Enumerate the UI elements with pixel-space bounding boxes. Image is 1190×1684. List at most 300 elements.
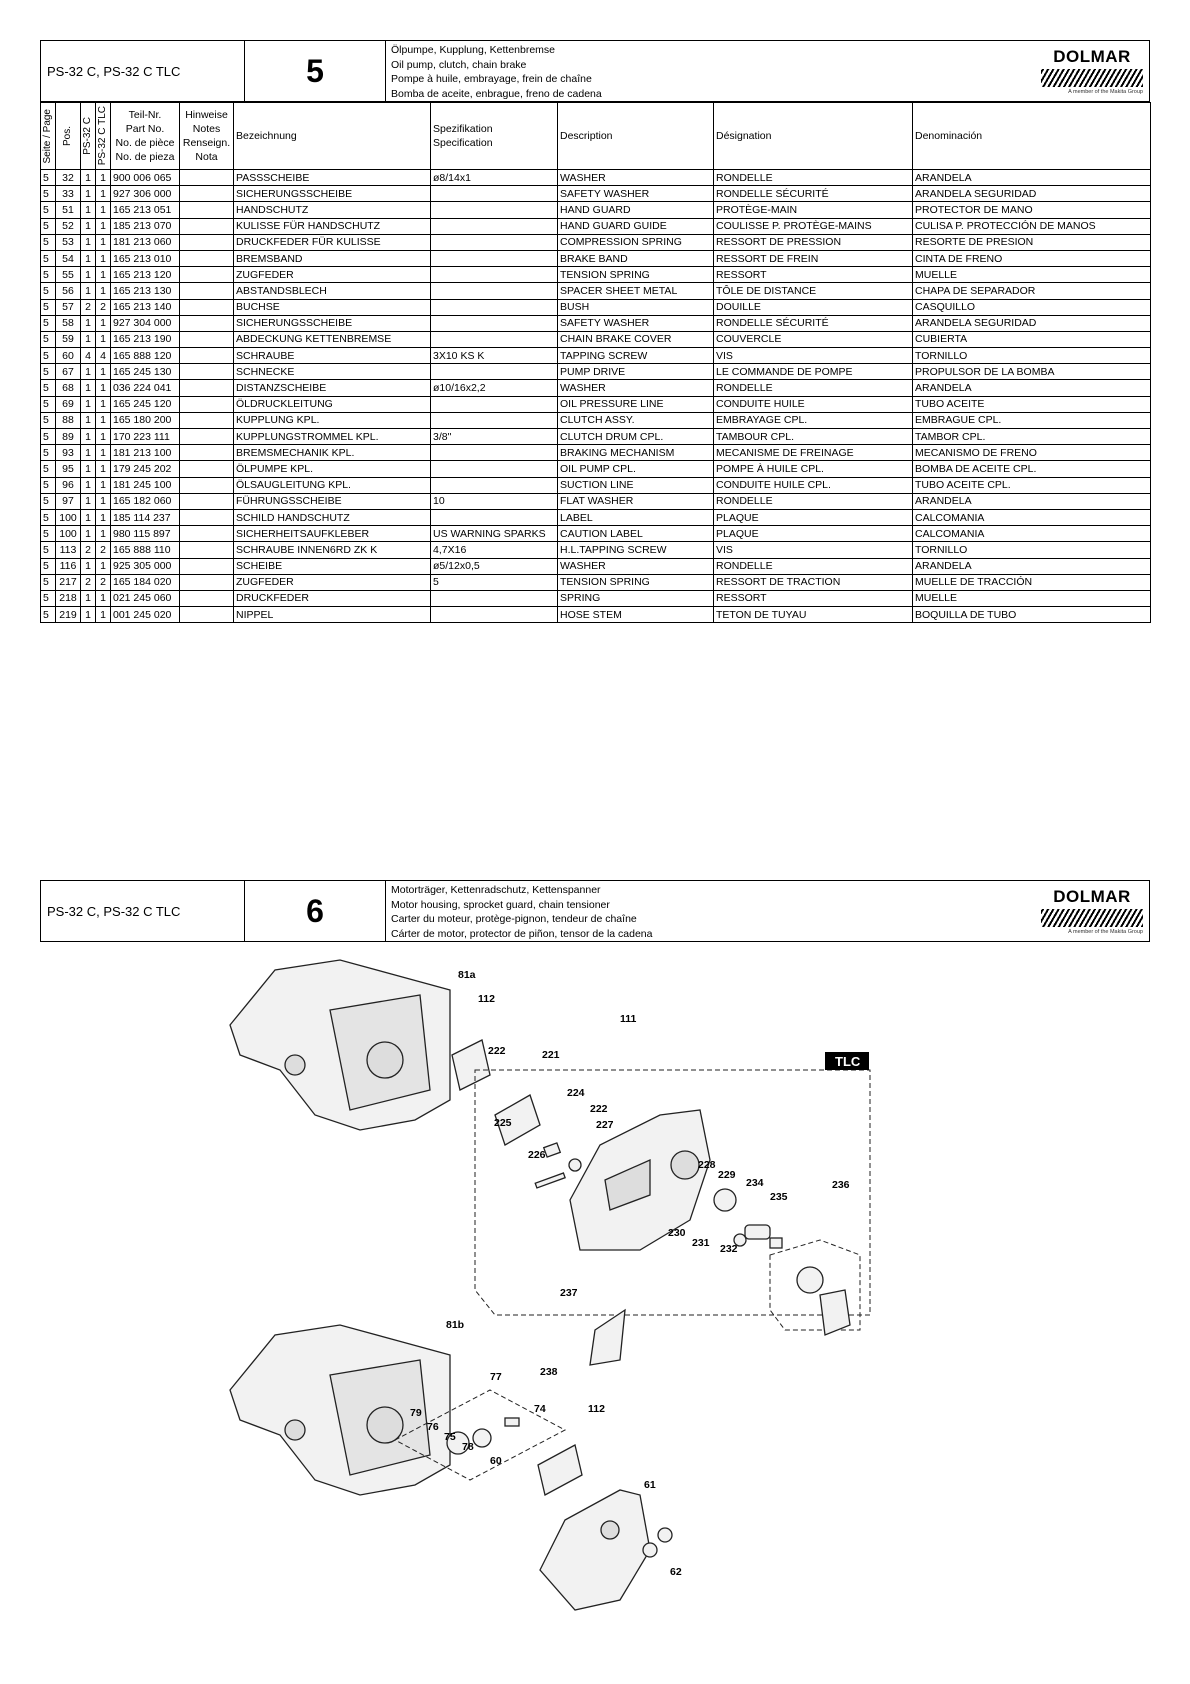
table-row (41, 574, 1151, 590)
title-es: Cárter de motor, protector de piñon, tensor de la cadena (391, 927, 653, 940)
callout-229: 229 (718, 1169, 736, 1181)
table-cell (431, 590, 558, 606)
callout-230: 230 (668, 1227, 686, 1239)
table-cell: 001 245 020 (111, 607, 180, 623)
table-row (41, 186, 1151, 202)
table-cell (431, 412, 558, 428)
table-cell: 927 306 000 (111, 186, 180, 202)
table-cell (431, 315, 558, 331)
label-237-icon (590, 1310, 625, 1365)
table-cell: 1 (96, 380, 111, 396)
table-cell: PROPULSOR DE LA BOMBA (913, 364, 1151, 380)
table-cell: 116 (56, 558, 81, 574)
table-cell (180, 461, 234, 477)
table-cell: CALCOMANIA (913, 526, 1151, 542)
parts-table-body (41, 170, 1151, 623)
table-cell: 56 (56, 283, 81, 299)
section-number: 6 (245, 881, 386, 941)
guard-plate-112b-icon (538, 1445, 582, 1495)
table-cell (431, 186, 558, 202)
table-cell: TUBO ACEITE CPL. (913, 477, 1151, 493)
table-cell: 5 (41, 202, 56, 218)
table-cell: 4,7X16 (431, 542, 558, 558)
table-cell: DISTANZSCHEIBE (234, 380, 431, 396)
table-cell: 97 (56, 493, 81, 509)
logo-stripes-icon (1041, 69, 1143, 87)
table-cell: FÜHRUNGSSCHEIBE (234, 493, 431, 509)
table-cell: 1 (81, 590, 96, 606)
table-row (41, 526, 1151, 542)
table-cell (180, 558, 234, 574)
table-cell: 165 888 120 (111, 348, 180, 364)
table-cell: 3X10 KS K (431, 348, 558, 364)
table-cell: 5 (41, 364, 56, 380)
table-cell: OIL PRESSURE LINE (558, 396, 714, 412)
table-cell: US WARNING SPARKS (431, 526, 558, 542)
table-cell: RONDELLE (714, 558, 913, 574)
table-cell: FLAT WASHER (558, 493, 714, 509)
table-cell: 1 (96, 558, 111, 574)
table-cell: KUPPLUNG KPL. (234, 412, 431, 428)
table-cell: 1 (96, 429, 111, 445)
table-cell: CLUTCH ASSY. (558, 412, 714, 428)
table-cell: BRAKING MECHANISM (558, 445, 714, 461)
col-spec: Spezifikation Specification (431, 103, 558, 170)
table-cell: 5 (41, 380, 56, 396)
table-cell: 5 (431, 574, 558, 590)
table-cell: 219 (56, 607, 81, 623)
table-cell: TAPPING SCREW (558, 348, 714, 364)
table-cell: CASQUILLO (913, 299, 1151, 315)
table-cell: COUVERCLE (714, 331, 913, 347)
table-cell: 5 (41, 331, 56, 347)
col-description: Description (558, 103, 714, 170)
table-cell (431, 509, 558, 525)
table-cell: 5 (41, 445, 56, 461)
table-cell: SAFETY WASHER (558, 186, 714, 202)
callout-79: 79 (410, 1407, 422, 1419)
table-cell: 5 (41, 590, 56, 606)
table-cell: 5 (41, 299, 56, 315)
table-cell: 3/8" (431, 429, 558, 445)
table-cell: 5 (41, 234, 56, 250)
callout-112: 112 (478, 993, 495, 1005)
table-cell (431, 283, 558, 299)
table-cell: SICHERUNGSSCHEIBE (234, 315, 431, 331)
model-name: PS-32 C, PS-32 C TLC (41, 41, 245, 101)
callout-60: 60 (490, 1455, 502, 1467)
table-cell: OIL PUMP CPL. (558, 461, 714, 477)
table-cell: 5 (41, 315, 56, 331)
table-cell: SCHRAUBE INNEN6RD ZK K (234, 542, 431, 558)
table-cell: RESSORT DE PRESSION (714, 234, 913, 250)
table-cell (431, 331, 558, 347)
table-cell: 5 (41, 558, 56, 574)
table-row (41, 445, 1151, 461)
table-cell: 33 (56, 186, 81, 202)
table-row (41, 590, 1151, 606)
table-cell (180, 477, 234, 493)
table-row (41, 396, 1151, 412)
table-cell: RESSORT DE TRACTION (714, 574, 913, 590)
table-cell: 1 (96, 283, 111, 299)
table-cell (180, 267, 234, 283)
table-cell: HOSE STEM (558, 607, 714, 623)
table-cell: 925 305 000 (111, 558, 180, 574)
table-cell: WASHER (558, 558, 714, 574)
table-cell: RESORTE DE PRESION (913, 234, 1151, 250)
table-cell: 1 (96, 186, 111, 202)
callout-236: 236 (832, 1179, 850, 1191)
table-cell: SCHILD HANDSCHUTZ (234, 509, 431, 525)
table-cell (431, 218, 558, 234)
table-cell (431, 234, 558, 250)
table-cell: 165 213 010 (111, 250, 180, 266)
table-cell: CHAPA DE SEPARADOR (913, 283, 1151, 299)
table-cell (180, 331, 234, 347)
callout-222: 222 (590, 1103, 608, 1115)
callout-224: 224 (567, 1087, 585, 1099)
dolmar-logo (1041, 47, 1143, 95)
table-cell: 181 245 100 (111, 477, 180, 493)
table-header-row (41, 103, 1151, 170)
callout-75: 75 (444, 1431, 456, 1443)
table-cell: 113 (56, 542, 81, 558)
title-fr: Carter du moteur, protège-pignon, tendeur de chaîne (391, 913, 637, 925)
table-cell: 1 (96, 234, 111, 250)
table-cell (180, 396, 234, 412)
table-cell: CAUTION LABEL (558, 526, 714, 542)
table-cell (431, 250, 558, 266)
callout-225: 225 (494, 1117, 512, 1129)
table-cell: 1 (81, 250, 96, 266)
table-cell: 68 (56, 380, 81, 396)
table-cell: 165 213 120 (111, 267, 180, 283)
table-cell: 1 (96, 364, 111, 380)
table-cell: 181 213 100 (111, 445, 180, 461)
table-cell: 165 213 190 (111, 331, 180, 347)
table-cell: PLAQUE (714, 526, 913, 542)
table-cell: 58 (56, 315, 81, 331)
table-row (41, 299, 1151, 315)
table-cell: ÖLDRUCKLEITUNG (234, 396, 431, 412)
table-cell: 54 (56, 250, 81, 266)
table-cell: 165 182 060 (111, 493, 180, 509)
table-cell (431, 299, 558, 315)
title-de: Motorträger, Kettenradschutz, Kettenspanner (391, 884, 601, 896)
table-cell (180, 445, 234, 461)
table-cell: VIS (714, 542, 913, 558)
table-cell: 100 (56, 509, 81, 525)
table-cell: 5 (41, 429, 56, 445)
table-cell: BUCHSE (234, 299, 431, 315)
table-cell: COMPRESSION SPRING (558, 234, 714, 250)
table-cell (431, 267, 558, 283)
table-cell: RESSORT (714, 267, 913, 283)
table-cell: 165 213 051 (111, 202, 180, 218)
brand-name: DOLMAR (1053, 887, 1131, 906)
table-cell: 1 (81, 396, 96, 412)
table-cell: 165 213 140 (111, 299, 180, 315)
table-cell: 52 (56, 218, 81, 234)
table-cell: 2 (81, 299, 96, 315)
table-cell: 5 (41, 526, 56, 542)
table-cell: ø5/12x0,5 (431, 558, 558, 574)
table-cell: BRAKE BAND (558, 250, 714, 266)
table-cell: 1 (81, 234, 96, 250)
table-cell: 1 (96, 396, 111, 412)
table-cell: ABDECKUNG KETTENBREMSE (234, 331, 431, 347)
callout-228: 228 (698, 1159, 716, 1171)
table-cell: 1 (96, 331, 111, 347)
table-cell: ÖLSAUGLEITUNG KPL. (234, 477, 431, 493)
table-cell (180, 364, 234, 380)
table-cell: 55 (56, 267, 81, 283)
callout-227: 227 (596, 1119, 614, 1131)
table-cell (180, 412, 234, 428)
table-cell (180, 542, 234, 558)
table-cell: 5 (41, 250, 56, 266)
title-es: Bomba de aceite, enbrague, freno de cadena (391, 87, 602, 100)
table-cell (180, 186, 234, 202)
table-cell: 57 (56, 299, 81, 315)
table-row (41, 477, 1151, 493)
table-cell: 1 (81, 493, 96, 509)
table-cell: WASHER (558, 380, 714, 396)
table-cell: 218 (56, 590, 81, 606)
table-cell: PROTECTOR DE MANO (913, 202, 1151, 218)
callout-235: 235 (770, 1191, 788, 1203)
table-cell: SICHERHEITSAUFKLEBER (234, 526, 431, 542)
guard-plate-112-icon (452, 1040, 490, 1090)
table-cell (180, 170, 234, 186)
table-cell: CONDUITE HUILE (714, 396, 913, 412)
table-cell: TENSION SPRING (558, 574, 714, 590)
table-cell: 1 (81, 412, 96, 428)
sprocket-cover-61-icon (540, 1490, 650, 1610)
table-cell: 181 213 060 (111, 234, 180, 250)
table-cell: DOUILLE (714, 299, 913, 315)
table-cell (180, 493, 234, 509)
callout-237: 237 (560, 1287, 578, 1299)
table-cell (180, 299, 234, 315)
callout-78: 78 (462, 1441, 474, 1453)
table-cell: 1 (96, 315, 111, 331)
table-cell: 1 (96, 477, 111, 493)
table-cell: 1 (81, 380, 96, 396)
table-cell: 2 (96, 542, 111, 558)
table-cell: 1 (81, 202, 96, 218)
table-cell: ARANDELA (913, 170, 1151, 186)
table-cell: RONDELLE SÉCURITÉ (714, 315, 913, 331)
table-cell: BOMBA DE ACEITE CPL. (913, 461, 1151, 477)
table-cell: 5 (41, 574, 56, 590)
col-partno: Teil-Nr. Part No. No. de pièce No. de pieza (111, 103, 180, 170)
table-row (41, 364, 1151, 380)
callout-234: 234 (746, 1177, 764, 1189)
table-cell: RONDELLE SÉCURITÉ (714, 186, 913, 202)
table-cell: MECANISME DE FREINAGE (714, 445, 913, 461)
table-cell: PROTÈGE-MAIN (714, 202, 913, 218)
brand-member: A member of the Makita Group (1068, 929, 1143, 935)
table-cell (180, 574, 234, 590)
table-cell: 96 (56, 477, 81, 493)
table-cell: 900 006 065 (111, 170, 180, 186)
table-row (41, 331, 1151, 347)
table-cell: 5 (41, 283, 56, 299)
col-ps32ctlc: PS-32 C TLC (96, 103, 111, 170)
table-cell: 217 (56, 574, 81, 590)
table-cell (431, 461, 558, 477)
table-cell: 1 (81, 170, 96, 186)
title-de: Ölpumpe, Kupplung, Kettenbremse (391, 44, 556, 56)
callout-81b: 81b (446, 1319, 465, 1331)
table-cell: 1 (81, 315, 96, 331)
col-page: Seite / Page (41, 103, 56, 170)
table-cell: 170 223 111 (111, 429, 180, 445)
table-cell: ARANDELA SEGURIDAD (913, 315, 1151, 331)
table-row (41, 493, 1151, 509)
table-cell: 5 (41, 170, 56, 186)
table-row (41, 170, 1151, 186)
table-cell: 1 (96, 461, 111, 477)
brand-member: A member of the Makita Group (1068, 89, 1143, 95)
title-en: Motor housing, sprocket guard, chain tensioner (391, 898, 610, 911)
callout-221: 221 (542, 1049, 560, 1061)
title-en: Oil pump, clutch, chain brake (391, 58, 527, 71)
table-cell: NIPPEL (234, 607, 431, 623)
table-cell (180, 348, 234, 364)
brand-name: DOLMAR (1053, 47, 1131, 66)
table-cell: MECANISMO DE FRENO (913, 445, 1151, 461)
table-cell: 165 888 110 (111, 542, 180, 558)
table-cell: PASSSCHEIBE (234, 170, 431, 186)
table-cell: TENSION SPRING (558, 267, 714, 283)
table-cell: 1 (81, 607, 96, 623)
table-cell: 1 (96, 202, 111, 218)
table-cell: 021 245 060 (111, 590, 180, 606)
table-cell: SAFETY WASHER (558, 315, 714, 331)
table-cell (180, 607, 234, 623)
table-cell: TÔLE DE DISTANCE (714, 283, 913, 299)
table-cell: SPRING (558, 590, 714, 606)
parts-table (40, 102, 1151, 623)
table-cell: CULISA P. PROTECCIÓN DE MANOS (913, 218, 1151, 234)
table-cell (180, 202, 234, 218)
table-cell: 5 (41, 348, 56, 364)
table-cell: 165 184 020 (111, 574, 180, 590)
table-cell: 1 (81, 461, 96, 477)
table-row (41, 380, 1151, 396)
table-cell: 2 (81, 542, 96, 558)
table-cell: 1 (81, 364, 96, 380)
table-cell: EMBRAYAGE CPL. (714, 412, 913, 428)
table-cell: EMBRAGUE CPL. (913, 412, 1151, 428)
table-cell (180, 590, 234, 606)
table-cell: 5 (41, 396, 56, 412)
table-cell: CONDUITE HUILE CPL. (714, 477, 913, 493)
table-row (41, 412, 1151, 428)
table-cell (180, 315, 234, 331)
table-cell: 2 (81, 574, 96, 590)
callout-81a: 81a (458, 969, 476, 981)
table-cell: WASHER (558, 170, 714, 186)
table-cell: 5 (41, 412, 56, 428)
callout-76: 76 (427, 1421, 439, 1433)
table-cell: 89 (56, 429, 81, 445)
table-cell (180, 218, 234, 234)
table-cell: CALCOMANIA (913, 509, 1151, 525)
dolmar-logo (1041, 887, 1143, 935)
table-cell: 1 (96, 250, 111, 266)
table-cell: DRUCKFEDER (234, 590, 431, 606)
table-cell: 5 (41, 477, 56, 493)
table-cell: 88 (56, 412, 81, 428)
table-cell: ARANDELA SEGURIDAD (913, 186, 1151, 202)
table-cell: 51 (56, 202, 81, 218)
table-cell: COULISSE P. PROTÈGE-MAINS (714, 218, 913, 234)
table-cell: 1 (81, 558, 96, 574)
table-cell: 1 (96, 493, 111, 509)
table-cell (431, 396, 558, 412)
table-cell: HAND GUARD (558, 202, 714, 218)
table-cell: 1 (81, 186, 96, 202)
table-cell: TAMBOUR CPL. (714, 429, 913, 445)
table-cell: 10 (431, 493, 558, 509)
table-cell: MUELLE (913, 590, 1151, 606)
table-row (41, 234, 1151, 250)
table-cell: KULISSE FÜR HANDSCHUTZ (234, 218, 431, 234)
table-cell (431, 202, 558, 218)
callout-74: 74 (534, 1403, 546, 1415)
table-cell: RONDELLE (714, 493, 913, 509)
table-cell: 1 (81, 218, 96, 234)
table-cell: BREMSBAND (234, 250, 431, 266)
table-cell (180, 509, 234, 525)
table-cell: 5 (41, 607, 56, 623)
table-row (41, 558, 1151, 574)
table-cell: 5 (41, 509, 56, 525)
table-cell (180, 429, 234, 445)
section6-header (40, 880, 1150, 942)
table-cell (180, 526, 234, 542)
table-cell: CLUTCH DRUM CPL. (558, 429, 714, 445)
table-cell: RONDELLE (714, 380, 913, 396)
table-cell: 1 (96, 509, 111, 525)
table-cell (431, 607, 558, 623)
table-row (41, 461, 1151, 477)
table-cell: 1 (81, 283, 96, 299)
callout-77: 77 (490, 1371, 502, 1383)
table-cell: 2 (96, 299, 111, 315)
tlc-label: TLC (835, 1054, 861, 1069)
table-cell (431, 445, 558, 461)
table-cell (431, 364, 558, 380)
col-pos: Pos. (56, 103, 81, 170)
table-cell: 5 (41, 461, 56, 477)
table-cell: SCHRAUBE (234, 348, 431, 364)
table-cell: 1 (96, 526, 111, 542)
table-cell: DRUCKFEDER FÜR KULISSE (234, 234, 431, 250)
table-row (41, 283, 1151, 299)
table-cell (180, 283, 234, 299)
table-cell: SCHNECKE (234, 364, 431, 380)
table-cell: BUSH (558, 299, 714, 315)
table-cell: 179 245 202 (111, 461, 180, 477)
table-cell (431, 477, 558, 493)
table-cell: ARANDELA (913, 558, 1151, 574)
section-titles (391, 43, 602, 101)
